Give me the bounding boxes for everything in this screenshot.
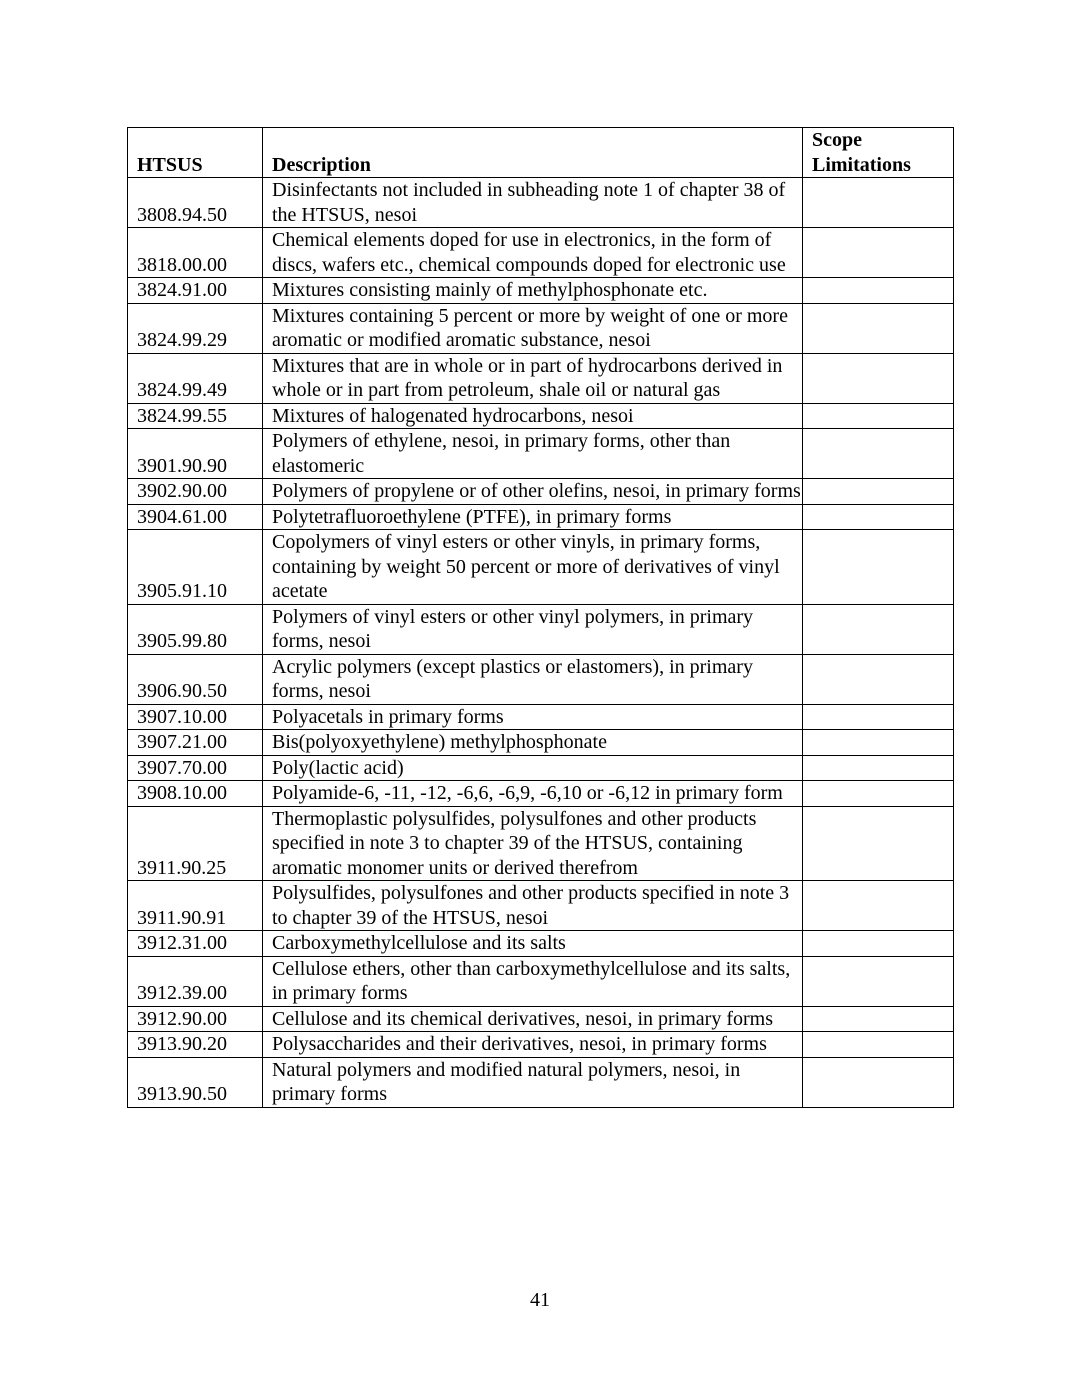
description-cell: Carboxymethylcellulose and its salts	[263, 931, 803, 957]
scope-limitations-cell	[803, 228, 954, 278]
scope-limitations-cell	[803, 931, 954, 957]
scope-limitations-cell	[803, 479, 954, 505]
htsus-code-cell: 3905.99.80	[128, 604, 263, 654]
htsus-code-cell: 3908.10.00	[128, 781, 263, 807]
table-row	[128, 881, 954, 931]
scope-limitations-cell	[803, 403, 954, 429]
table-row	[128, 228, 954, 278]
description-cell: Polymers of vinyl esters or other vinyl polymers, in primary forms, nesoi	[263, 604, 803, 654]
scope-limitations-cell	[803, 730, 954, 756]
htsus-code-cell: 3808.94.50	[128, 178, 263, 228]
htsus-code-cell: 3818.00.00	[128, 228, 263, 278]
htsus-code-cell: 3907.70.00	[128, 755, 263, 781]
page-number: 41	[530, 1289, 550, 1311]
description-cell: Mixtures containing 5 percent or more by weight of one or more aromatic or modified aromatic substance, nesoi	[263, 303, 803, 353]
table-row	[128, 1006, 954, 1032]
header-scope-line2: Limitations	[812, 153, 911, 176]
table-row	[128, 806, 954, 881]
scope-limitations-cell	[803, 278, 954, 304]
htsus-code-cell: 3911.90.25	[128, 806, 263, 881]
table-row	[128, 403, 954, 429]
table-row	[128, 604, 954, 654]
htsus-code-cell: 3913.90.20	[128, 1032, 263, 1058]
table-row	[128, 755, 954, 781]
table-row	[128, 278, 954, 304]
scope-limitations-cell	[803, 755, 954, 781]
htsus-code-cell: 3913.90.50	[128, 1057, 263, 1107]
table-row	[128, 530, 954, 605]
scope-limitations-cell	[803, 353, 954, 403]
header-row	[128, 128, 954, 178]
htsus-code-cell: 3907.21.00	[128, 730, 263, 756]
table-row	[128, 956, 954, 1006]
htsus-code-cell: 3824.99.49	[128, 353, 263, 403]
htsus-code-cell: 3907.10.00	[128, 704, 263, 730]
table-row	[128, 303, 954, 353]
htsus-code-cell: 3824.91.00	[128, 278, 263, 304]
header-description: Description	[263, 128, 803, 178]
scope-limitations-cell	[803, 429, 954, 479]
description-cell: Polysulfides, polysulfones and other products specified in note 3 to chapter 39 of the HTSUS, nesoi	[263, 881, 803, 931]
htsus-code-cell: 3901.90.90	[128, 429, 263, 479]
description-cell: Polyacetals in primary forms	[263, 704, 803, 730]
description-cell: Mixtures that are in whole or in part of hydrocarbons derived in whole or in part from petroleum, shale oil or natural gas	[263, 353, 803, 403]
scope-limitations-cell	[803, 956, 954, 1006]
scope-limitations-cell	[803, 654, 954, 704]
description-cell: Mixtures consisting mainly of methylphosphonate etc.	[263, 278, 803, 304]
description-cell: Cellulose ethers, other than carboxymethylcellulose and its salts, in primary forms	[263, 956, 803, 1006]
scope-limitations-cell	[803, 704, 954, 730]
scope-limitations-cell	[803, 178, 954, 228]
htsus-code-cell: 3905.91.10	[128, 530, 263, 605]
htsus-code-cell: 3904.61.00	[128, 504, 263, 530]
htsus-table	[127, 127, 954, 1108]
htsus-code-cell: 3824.99.55	[128, 403, 263, 429]
table-row	[128, 931, 954, 957]
htsus-code-cell: 3906.90.50	[128, 654, 263, 704]
header-scope-line1: Scope	[812, 129, 862, 151]
table-row	[128, 353, 954, 403]
description-cell: Thermoplastic polysulfides, polysulfones and other products specified in note 3 to chapter 39 of the HTSUS, containing aromatic monomer units or derived therefrom	[263, 806, 803, 881]
table-row	[128, 1032, 954, 1058]
scope-limitations-cell	[803, 504, 954, 530]
table-body	[128, 178, 954, 1108]
scope-limitations-cell	[803, 604, 954, 654]
table-row	[128, 781, 954, 807]
description-cell: Polysaccharides and their derivatives, nesoi, in primary forms	[263, 1032, 803, 1058]
scope-limitations-cell	[803, 303, 954, 353]
header-scope-limitations	[803, 128, 954, 178]
description-cell: Mixtures of halogenated hydrocarbons, nesoi	[263, 403, 803, 429]
htsus-code-cell: 3902.90.00	[128, 479, 263, 505]
description-cell: Bis(polyoxyethylene) methylphosphonate	[263, 730, 803, 756]
table-row	[128, 504, 954, 530]
description-cell: Polymers of ethylene, nesoi, in primary forms, other than elastomeric	[263, 429, 803, 479]
scope-limitations-cell	[803, 881, 954, 931]
table-row	[128, 479, 954, 505]
description-cell: Polymers of propylene or of other olefins, nesoi, in primary forms	[263, 479, 803, 505]
description-cell: Cellulose and its chemical derivatives, nesoi, in primary forms	[263, 1006, 803, 1032]
description-cell: Polytetrafluoroethylene (PTFE), in primary forms	[263, 504, 803, 530]
scope-limitations-cell	[803, 1006, 954, 1032]
description-cell: Poly(lactic acid)	[263, 755, 803, 781]
description-cell: Polyamide-6, -11, -12, -6,6, -6,9, -6,10 or -6,12 in primary form	[263, 781, 803, 807]
htsus-code-cell: 3912.39.00	[128, 956, 263, 1006]
header-htsus: HTSUS	[128, 128, 263, 178]
table-row	[128, 178, 954, 228]
scope-limitations-cell	[803, 1032, 954, 1058]
table-row	[128, 1057, 954, 1107]
scope-limitations-cell	[803, 806, 954, 881]
htsus-code-cell: 3824.99.29	[128, 303, 263, 353]
description-cell: Disinfectants not included in subheading note 1 of chapter 38 of the HTSUS, nesoi	[263, 178, 803, 228]
table-row	[128, 730, 954, 756]
scope-limitations-cell	[803, 781, 954, 807]
htsus-code-cell: 3912.90.00	[128, 1006, 263, 1032]
table-row	[128, 654, 954, 704]
scope-limitations-cell	[803, 1057, 954, 1107]
htsus-code-cell: 3911.90.91	[128, 881, 263, 931]
table-row	[128, 704, 954, 730]
htsus-code-cell: 3912.31.00	[128, 931, 263, 957]
description-cell: Copolymers of vinyl esters or other vinyls, in primary forms, containing by weight 50 percent or more of derivatives of vinyl acetate	[263, 530, 803, 605]
table-row	[128, 429, 954, 479]
scope-limitations-cell	[803, 530, 954, 605]
description-cell: Acrylic polymers (except plastics or elastomers), in primary forms, nesoi	[263, 654, 803, 704]
description-cell: Chemical elements doped for use in electronics, in the form of discs, wafers etc., chemical compounds doped for electronic use	[263, 228, 803, 278]
description-cell: Natural polymers and modified natural polymers, nesoi, in primary forms	[263, 1057, 803, 1107]
